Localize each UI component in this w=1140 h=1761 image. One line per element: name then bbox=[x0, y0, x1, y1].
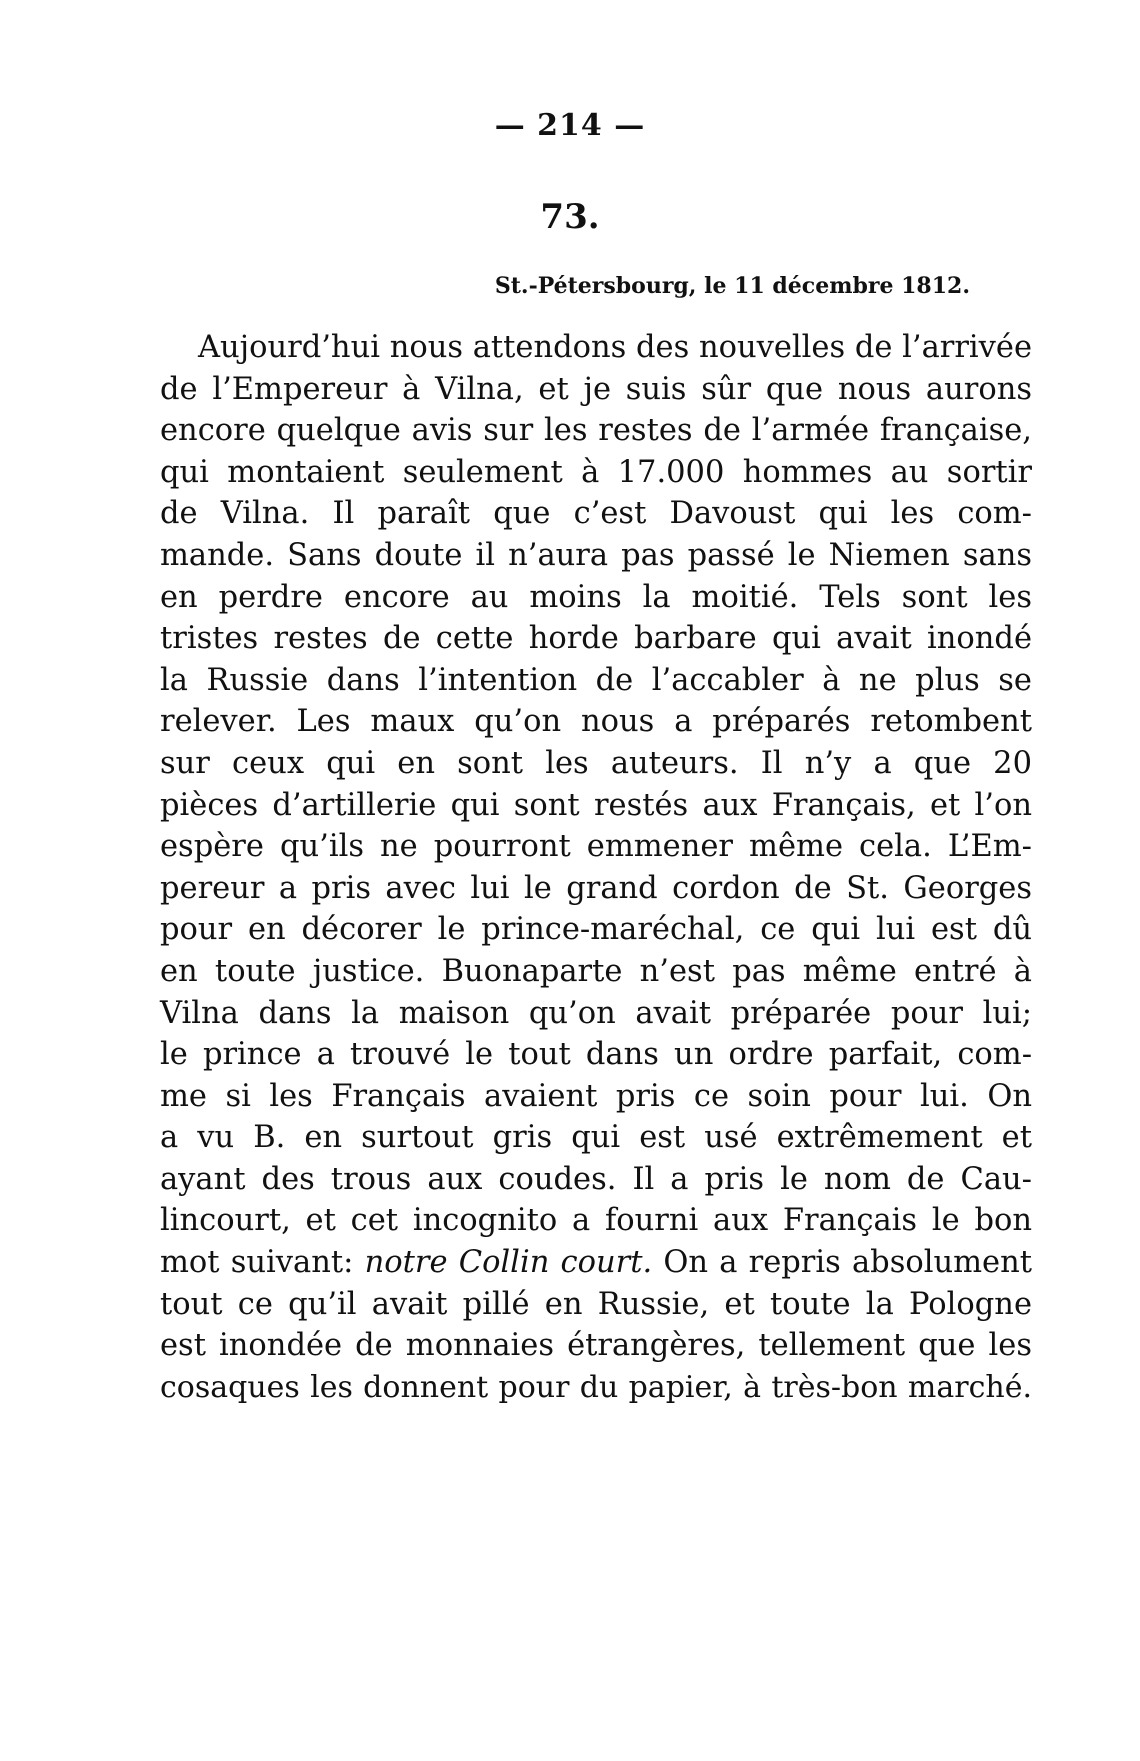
text-line: encore quelque avis sur les restes de l’armée française, bbox=[160, 413, 1032, 449]
text-line: tristes restes de cette horde barbare qui avait inondé bbox=[160, 621, 1032, 657]
text-line: est inondée de monnaies étrangères, tellement que les bbox=[160, 1328, 1032, 1364]
text-line: tout ce qu’il avait pillé en Russie, et toute la Pologne bbox=[160, 1286, 1032, 1322]
text-line: la Russie dans l’intention de l’accabler à ne plus se bbox=[160, 662, 1032, 698]
text-line: pereur a pris avec lui le grand cordon de St. Georges bbox=[160, 870, 1032, 906]
text-line: mande. Sans doute il n’aura pas passé le Niemen sans bbox=[160, 537, 1032, 573]
text-line: de Vilna. Il paraît que c’est Davoust qui les com- bbox=[160, 496, 1032, 532]
text-line: sur ceux qui en sont les auteurs. Il n’y a que 20 bbox=[160, 745, 1032, 781]
text-line: Aujourd’hui nous attendons des nouvelles de l’arrivée bbox=[198, 330, 1032, 365]
dateline: St.-Pétersbourg, le 11 décembre 1812. bbox=[494, 273, 970, 299]
text-line: Vilna dans la maison qu’on avait préparée pour lui; bbox=[160, 995, 1032, 1031]
text-line: pièces d’artillerie qui sont restés aux Français, et l’on bbox=[160, 787, 1032, 823]
letter-body bbox=[160, 327, 1032, 1408]
text-line: espère qu’ils ne pourront emmener même cela. L’Em- bbox=[160, 829, 1032, 865]
text-line: en perdre encore au moins la moitié. Tels sont les bbox=[160, 579, 1032, 615]
text-line-with-italic bbox=[160, 1242, 1032, 1284]
text-segment: On a repris absolument bbox=[652, 1245, 1032, 1281]
text-line: de l’Empereur à Vilna, et je suis sûr que nous aurons bbox=[160, 371, 1032, 407]
text-line: ayant des trous aux coudes. Il a pris le nom de Cau- bbox=[160, 1161, 1032, 1197]
text-line: a vu B. en surtout gris qui est usé extrêmement et bbox=[160, 1120, 1032, 1156]
text-line: qui montaient seulement à 17.000 hommes au sortir bbox=[160, 454, 1032, 490]
text-line: cosaques les donnent pour du papier, à très-bon marché. bbox=[160, 1369, 1032, 1405]
italic-phrase: notre Collin court. bbox=[364, 1245, 653, 1281]
letter-number: 73. bbox=[540, 197, 600, 237]
text-line: le prince a trouvé le tout dans un ordre parfait, com- bbox=[160, 1037, 1032, 1073]
text-line: lincourt, et cet incognito a fourni aux Français le bon bbox=[160, 1203, 1032, 1239]
text-line: pour en décorer le prince-maréchal, ce qui lui est dû bbox=[160, 912, 1032, 948]
text-line: me si les Français avaient pris ce soin pour lui. On bbox=[160, 1078, 1032, 1114]
page-number: — 214 — bbox=[494, 108, 646, 143]
text-line: relever. Les maux qu’on nous a préparés retombent bbox=[160, 704, 1032, 740]
text-line: en toute justice. Buonaparte n’est pas même entré à bbox=[160, 953, 1032, 989]
text-segment: mot suivant: bbox=[160, 1245, 365, 1281]
